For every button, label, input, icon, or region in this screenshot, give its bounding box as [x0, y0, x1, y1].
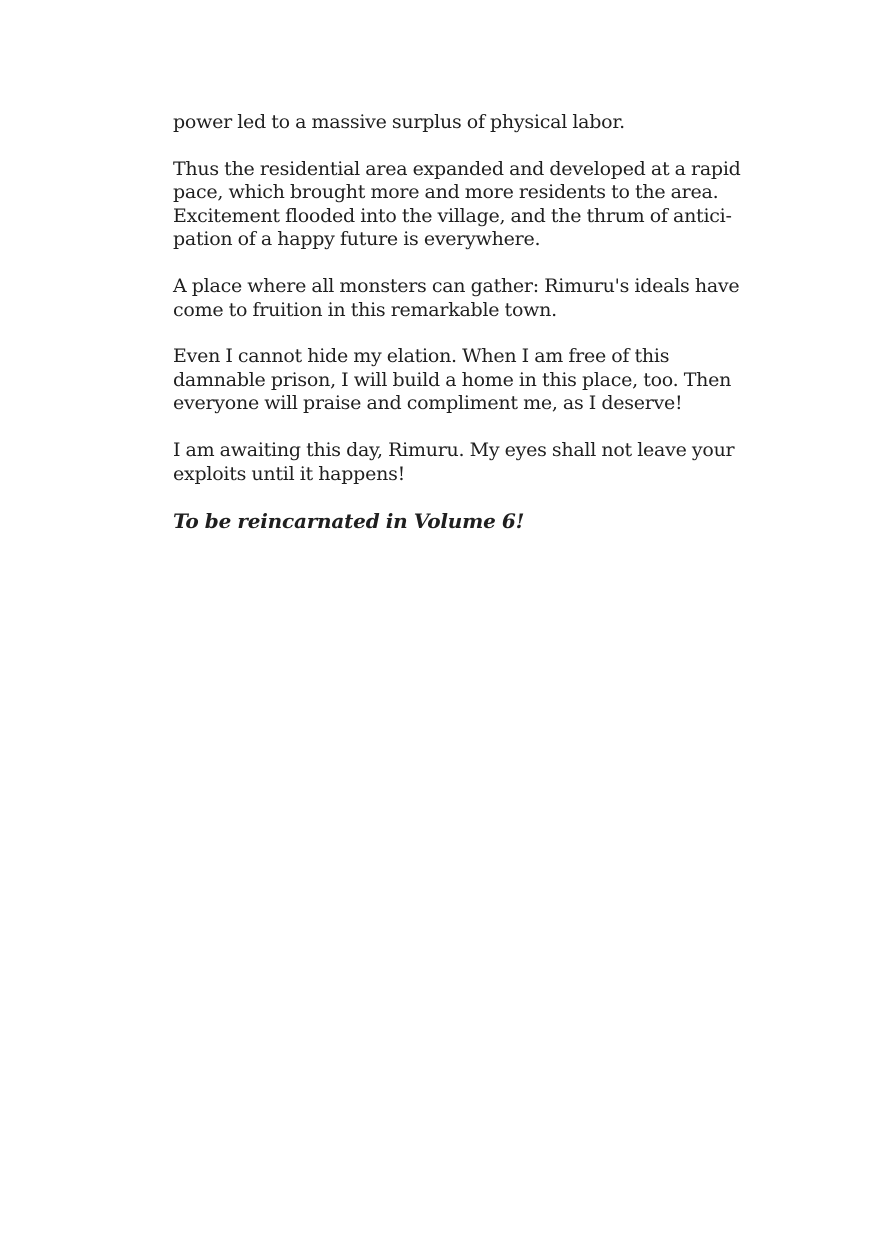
- text-line: everyone will praise and compliment me, as I deserve!: [173, 392, 683, 415]
- paragraph-5: [173, 438, 735, 486]
- text-line: Even I cannot hide my elation. When I am free of this: [173, 345, 670, 368]
- text-line: Excitement flooded into the village, and the thrum of antici-: [173, 204, 732, 227]
- text-line: pace, which brought more and more residents to the area.: [173, 181, 719, 204]
- text-line: pation of a happy future is everywhere.: [173, 228, 541, 251]
- paragraph-1: [173, 111, 693, 135]
- text-line: Thus the residential area expanded and developed at a rapid: [173, 157, 741, 180]
- closing-line: To be reincarnated in Volume 6!: [173, 509, 525, 534]
- paragraph-2: [173, 157, 741, 252]
- text-line: I am awaiting this day, Rimuru. My eyes shall not leave your: [173, 438, 735, 461]
- paragraph-4: [173, 345, 732, 416]
- text-line: power led to a massive surplus of physical labor.: [173, 111, 625, 133]
- text-line: A place where all monsters can gather: Rimuru's ideals have: [173, 274, 740, 297]
- text-line: come to fruition in this remarkable town.: [173, 298, 557, 321]
- text-line: exploits until it happens!: [173, 462, 405, 485]
- paragraph-3: [173, 274, 740, 322]
- body-text: [173, 111, 741, 534]
- text-line: damnable prison, I will build a home in this place, too. Then: [173, 368, 732, 391]
